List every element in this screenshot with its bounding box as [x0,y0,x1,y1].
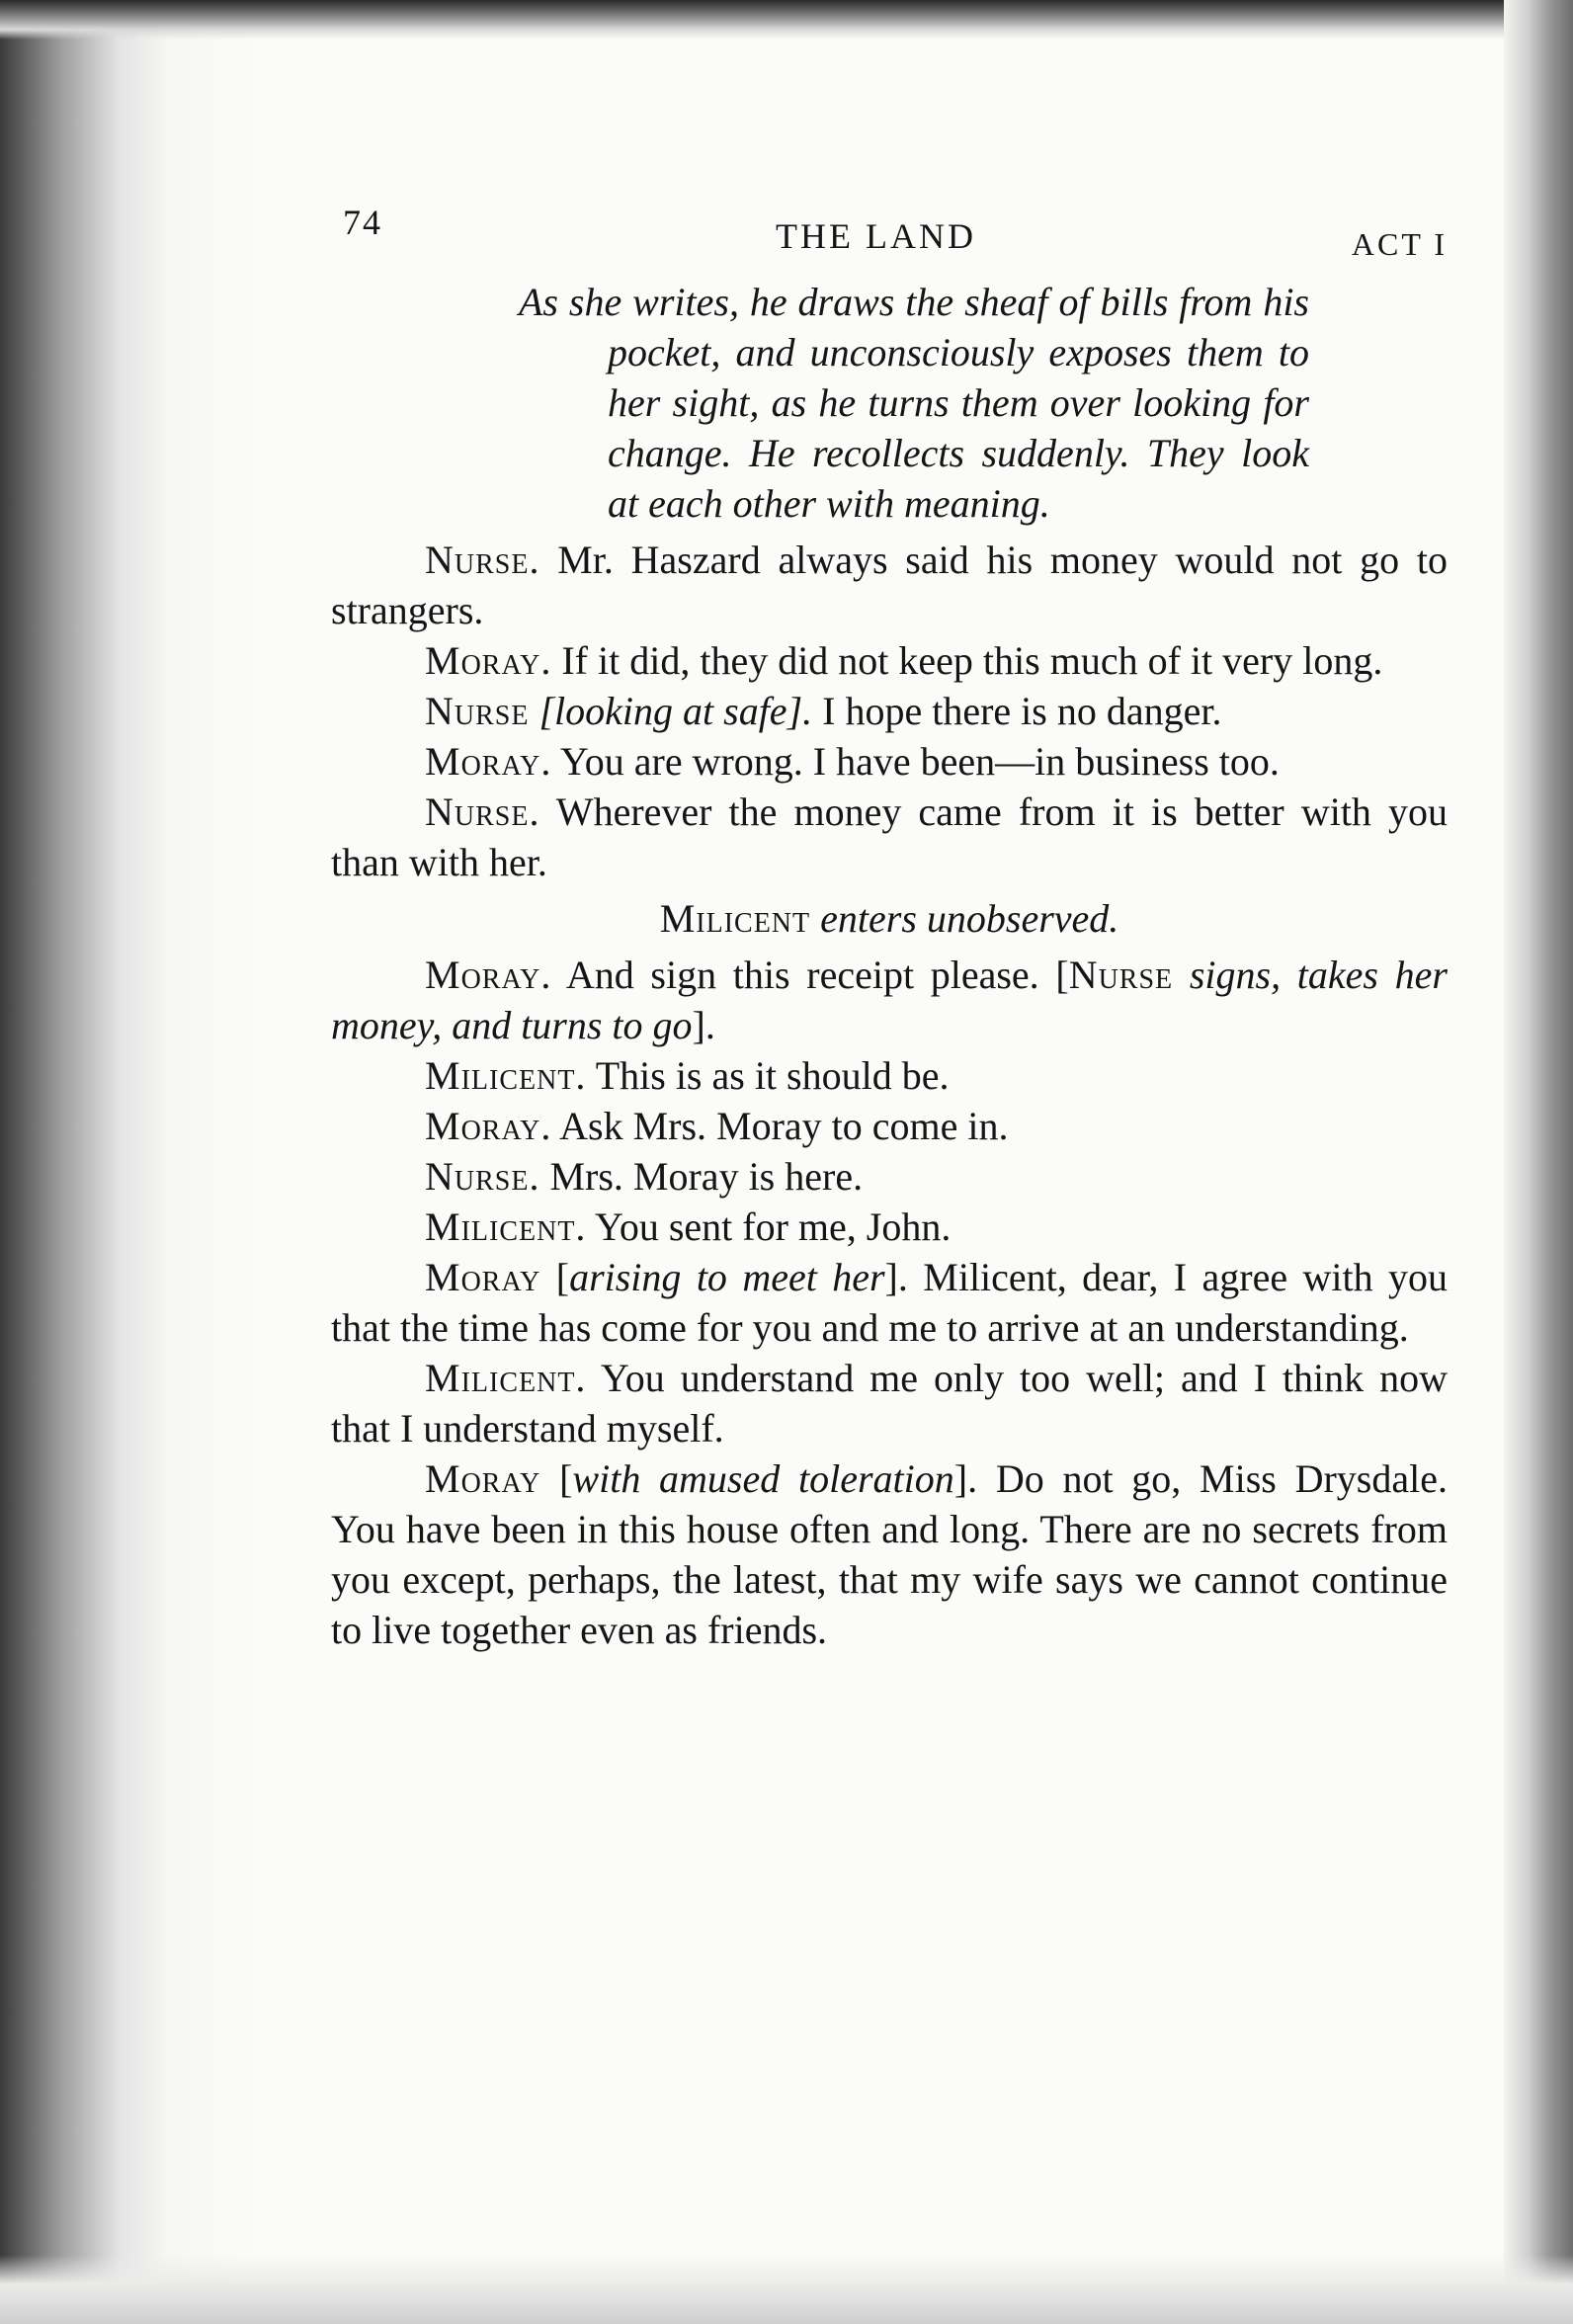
speaker: Moray [425,1255,541,1299]
page-edge-right [1504,0,1573,2324]
speech-moray-4 [331,1101,1448,1151]
speech-text: Do not go, Miss Drysdale. You have been in this house often and long. There are no secrets from you except, perhaps, the latest, that my wife says we cannot continue to live together even as friends. [331,1456,1448,1652]
stage-direction: As she writes, he draws the sheaf of bills from his pocket, and unconsciously exposes them to her sight, as he turns them over looking for change. He recollects suddenly. They look at each other with meaning. [519,280,1309,526]
running-header [331,198,1448,277]
speech-nurse-1 [331,535,1448,635]
speaker: Milicent. [425,1204,587,1249]
speaker: Nurse [425,689,530,733]
speech-nurse-4 [331,1151,1448,1202]
act-label: ACT I [1351,226,1448,262]
speech-text: You are wrong. I have been—in business too. [551,739,1280,784]
speech-nurse-3 [331,787,1448,887]
speech-moray-5 [331,1252,1448,1353]
speech-milicent-2 [331,1202,1448,1252]
speech-text: Mr. Haszard always said his money would not go to strangers. [331,538,1448,632]
page-edge-bottom [0,2255,1573,2324]
speech-text: And sign this receipt please. [ [551,953,1069,997]
speaker: Moray [425,1456,541,1501]
page-text [331,198,1448,1655]
speaker: Milicent. [425,1356,587,1400]
speaker: Milicent. [425,1053,587,1098]
stage-direction-inline: signs, takes her money, and turns to go [331,953,1448,1047]
speech-text: Mrs. Moray is here. [539,1154,864,1199]
running-title: THE LAND [776,216,976,256]
speech-moray-2 [331,736,1448,787]
speaker: Milicent [659,896,811,941]
bracket-open: [ [540,1456,573,1501]
speaker: Moray. [425,739,552,784]
speech-moray-1 [331,635,1448,686]
speech-text: You sent for me, John. [586,1204,952,1249]
stage-direction-inline: with amused toleration [572,1456,954,1501]
bracket-close: ]. [692,1003,715,1047]
speech-text: Wherever the money came from it is better with you than with her. [331,789,1448,884]
stage-direction-inline: [looking at safe]. [538,689,813,733]
speech-text: I hope there is no danger. [812,689,1222,733]
speech-moray-3 [331,950,1448,1050]
speaker: Nurse [1068,953,1174,997]
speech-nurse-2 [331,686,1448,736]
bracket-open: [ [540,1255,570,1299]
stage-direction-inline: enters unobserved. [810,896,1119,941]
speech-text: Ask Mrs. Moray to come in. [551,1104,1009,1148]
speaker: Moray. [425,953,552,997]
speaker: Moray. [425,638,552,683]
speaker: Nurse. [425,1154,540,1199]
speaker: Nurse. [425,538,540,582]
stage-direction-inline: arising to meet her [569,1255,885,1299]
speech-moray-6 [331,1453,1448,1655]
speech-text: This is as it should be. [586,1053,950,1098]
entrance-direction [331,893,1448,944]
speech-text: Milicent, dear, I agree with you that the time has come for you and me to arrive at an understanding. [331,1255,1448,1350]
page-number: 74 [343,203,382,242]
speech-text: If it did, they did not keep this much of it very long. [551,638,1383,683]
page-edge-top [0,0,1573,40]
speech-text: You understand me only too well; and I think now that I understand myself. [331,1356,1448,1451]
bracket-close: ]. [884,1255,908,1299]
bracket-close: ]. [953,1456,978,1501]
speaker: Nurse. [425,789,540,834]
speaker: Moray. [425,1104,552,1148]
speech-milicent-1 [331,1050,1448,1101]
speech-milicent-3 [331,1353,1448,1453]
